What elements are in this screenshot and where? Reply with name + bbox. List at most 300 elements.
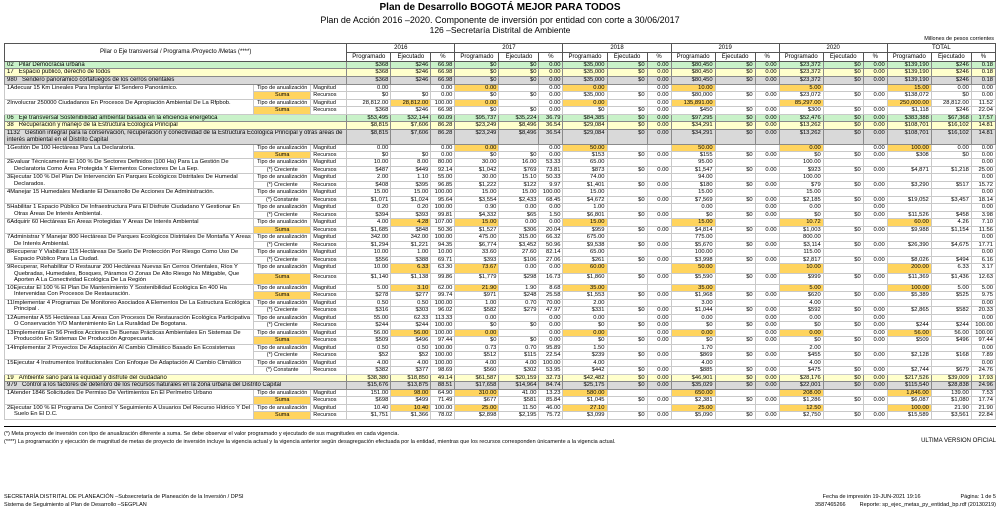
recursos-value-cell: $0	[607, 307, 647, 314]
magnitud-value-cell: 100.00	[779, 174, 823, 181]
proyecto-label	[5, 130, 347, 144]
recursos-value-cell: $2,433	[499, 196, 539, 203]
magnitud-label: Magnitud	[311, 234, 347, 241]
recursos-value-cell: 0.00	[755, 107, 779, 114]
magnitud-value-cell: 100.00	[431, 344, 455, 351]
magnitud-value-cell: 65.00	[563, 249, 607, 256]
recursos-value-cell: $115	[499, 352, 539, 359]
recursos-value-cell: $0	[715, 241, 755, 248]
recursos-value-cell: 0.00	[755, 292, 779, 299]
magnitud-label: Magnitud	[311, 159, 347, 166]
magnitud-value-cell: 100.00	[671, 249, 715, 256]
recursos-value-cell: $368	[347, 107, 391, 114]
recursos-value-cell: $1,221	[391, 241, 431, 248]
value-cell: $32,144	[391, 114, 431, 122]
magnitud-value-cell	[499, 329, 539, 336]
recursos-value-cell: $698	[347, 397, 391, 404]
recursos-value-cell: 0.00	[431, 92, 455, 99]
magnitud-value-cell	[607, 204, 647, 211]
magnitud-label: Magnitud	[311, 299, 347, 306]
proyecto-label	[5, 76, 347, 84]
magnitud-label: Magnitud	[311, 84, 347, 91]
recursos-value-cell: 16.73	[539, 274, 563, 284]
recursos-value-cell: $0	[931, 151, 971, 158]
magnitud-value-cell: 10.00	[347, 159, 391, 166]
recursos-value-cell: $0	[607, 337, 647, 344]
magnitud-value-cell: 4.00	[563, 359, 607, 366]
column-subheader: %	[863, 52, 887, 61]
magnitud-value-cell: 95.89	[539, 344, 563, 351]
magnitud-value-cell: 3.00	[671, 299, 715, 306]
recursos-value-cell: 17.71	[971, 241, 995, 248]
recursos-value-cell: $3,998	[671, 256, 715, 263]
value-cell: $34,291	[671, 130, 715, 144]
magnitud-value-cell: 5.00	[779, 284, 823, 291]
magnitud-value-cell	[499, 314, 539, 321]
value-cell: 14.81	[971, 122, 995, 130]
magnitud-value-cell: 5.00	[931, 284, 971, 291]
recursos-value-cell: 66.98	[431, 107, 455, 114]
recursos-value-cell: $388	[391, 256, 431, 263]
recursos-value-cell: $0	[715, 412, 755, 419]
recursos-value-cell: $999	[779, 274, 823, 284]
recursos-value-cell: $0	[715, 292, 755, 299]
recursos-value-cell: $11,369	[887, 274, 931, 284]
recursos-value-cell: $0	[823, 256, 863, 263]
magnitud-value-cell	[755, 189, 779, 196]
recursos-value-cell: 0.00	[755, 322, 779, 329]
value-cell: $139,190	[887, 69, 931, 77]
recursos-value-cell: $3,114	[779, 241, 823, 248]
magnitud-value-cell: 0.00	[671, 314, 715, 321]
magnitud-value-cell: 100.00	[431, 359, 455, 366]
magnitud-value-cell: 100.00	[431, 329, 455, 336]
magnitud-value-cell: 0.00	[563, 99, 607, 106]
recursos-value-cell: 96.85	[431, 181, 455, 188]
meta-label	[5, 84, 254, 99]
magnitud-value-cell: 0.00	[779, 144, 823, 151]
recursos-value-cell: $394	[347, 211, 391, 218]
value-cell: 86.28	[431, 130, 455, 144]
value-cell: $0	[607, 130, 647, 144]
magnitud-value-cell: 21.90	[455, 284, 499, 291]
recursos-label: Recursos	[311, 181, 347, 188]
magnitud-value-cell: 0.00	[431, 84, 455, 91]
table-row	[5, 144, 996, 151]
recursos-value-cell: $0	[671, 211, 715, 218]
magnitud-value-cell: 100.00	[971, 329, 995, 336]
value-cell: $0	[715, 69, 755, 77]
magnitud-value-cell	[823, 344, 863, 351]
magnitud-value-cell: 15.00	[671, 219, 715, 226]
magnitud-value-cell	[647, 344, 671, 351]
column-subheader: Programado	[779, 52, 823, 61]
magnitud-value-cell	[607, 404, 647, 411]
magnitud-value-cell	[931, 174, 971, 181]
magnitud-value-cell: 80.00	[431, 159, 455, 166]
recursos-value-cell: $52	[391, 352, 431, 359]
recursos-value-cell: $496	[931, 337, 971, 344]
recursos-value-cell: $246	[391, 107, 431, 114]
column-subheader: Ejecutado	[499, 52, 539, 61]
column-subheader: %	[971, 52, 995, 61]
recursos-value-cell: $0	[391, 92, 431, 99]
magnitud-value-cell: 6.33	[931, 264, 971, 274]
magnitud-value-cell: 0.90	[455, 204, 499, 211]
org-block	[4, 493, 244, 510]
recursos-value-cell: $1,138	[391, 274, 431, 284]
magnitud-value-cell: 0.00	[671, 329, 715, 336]
magnitud-value-cell	[647, 234, 671, 241]
recursos-value-cell: 0.00	[647, 352, 671, 359]
recursos-value-cell: $4,675	[931, 241, 971, 248]
meta-label	[5, 264, 254, 284]
magnitud-value-cell	[931, 234, 971, 241]
value-cell: $0	[499, 61, 539, 69]
magnitud-value-cell	[715, 234, 755, 241]
recursos-value-cell: $1,547	[671, 166, 715, 173]
magnitud-value-cell: 800.00	[779, 234, 823, 241]
magnitud-value-cell: 0.73	[455, 344, 499, 351]
recursos-value-cell: $923	[779, 166, 823, 173]
magnitud-label: Magnitud	[311, 404, 347, 411]
recursos-value-cell: $449	[391, 166, 431, 173]
recursos-value-cell: $0	[607, 166, 647, 173]
magnitud-value-cell: 13.23	[539, 389, 563, 396]
recursos-value-cell: $560	[455, 367, 499, 374]
tipo-anualizacion-value: (*) Constante	[254, 196, 311, 203]
recursos-value-cell: $239	[563, 352, 607, 359]
magnitud-value-cell: 0.00	[971, 249, 995, 256]
magnitud-value-cell: 100.00	[887, 144, 931, 151]
recursos-label: Recursos	[311, 256, 347, 263]
recursos-value-cell: $6,801	[563, 211, 607, 218]
value-cell: $29,084	[563, 130, 607, 144]
recursos-value-cell: $581	[499, 397, 539, 404]
value-cell: 0.00	[539, 76, 563, 84]
recursos-value-cell: $0	[715, 226, 755, 233]
recursos-value-cell: $3,561	[931, 412, 971, 419]
value-cell: $0	[823, 130, 863, 144]
meta-text: 2Involucrar 250000 Ciudadanos En Procesos De Apropiación Ambiental De La Rfpbob.	[7, 99, 231, 106]
recursos-value-cell: 92.14	[431, 166, 455, 173]
magnitud-value-cell	[715, 219, 755, 226]
magnitud-value-cell: 11.50	[499, 404, 539, 411]
recursos-value-cell: 0.00	[755, 166, 779, 173]
value-cell: 84.74	[539, 382, 563, 390]
value-cell: 36.79	[539, 114, 563, 122]
note-four-asterisk: (****) La programación y ejecución de magnitud de metas de proyecto de inversión incluye la vigencia actual y la vigencia anterior según desagregación efectuada por la entidad, mientras que los recursos corresponden únicamente a la vigencia actual.	[4, 439, 616, 446]
print-block	[815, 493, 996, 510]
magnitud-value-cell	[887, 249, 931, 256]
recursos-value-cell: $0	[715, 322, 755, 329]
row-label: Sendero panorámico cortafuegos de los cerros orientales	[22, 76, 175, 83]
magnitud-value-cell: 115.00	[779, 249, 823, 256]
magnitud-value-cell: 0.00	[779, 329, 823, 336]
magnitud-value-cell: 1.50	[563, 344, 607, 351]
recursos-value-cell: $0	[779, 151, 823, 158]
column-subheader: Ejecutado	[391, 52, 431, 61]
recursos-value-cell: 0.00	[755, 211, 779, 218]
value-cell: $8,496	[499, 122, 539, 130]
recursos-value-cell: $0	[607, 352, 647, 359]
value-cell: $0	[823, 122, 863, 130]
recursos-value-cell: 0.00	[863, 92, 887, 99]
magnitud-value-cell	[823, 219, 863, 226]
magnitud-value-cell: 4.00	[347, 359, 391, 366]
value-cell: 0.00	[755, 374, 779, 382]
magnitud-value-cell: 0.00	[971, 299, 995, 306]
value-cell: $217,526	[887, 374, 931, 382]
recursos-value-cell: $1,401	[563, 181, 607, 188]
magnitud-value-cell	[887, 234, 931, 241]
recursos-value-cell: $244	[347, 322, 391, 329]
tipo-anualizacion-label: Tipo de anualización	[254, 314, 311, 321]
recursos-value-cell: $168	[931, 352, 971, 359]
row-label: Control a los factores de deterioro de los recursos naturales en la zona urbana del Distrito Capital	[22, 382, 282, 389]
recursos-value-cell: $0	[607, 181, 647, 188]
recursos-value-cell: $4,871	[887, 166, 931, 173]
magnitud-value-cell: 0.00	[539, 329, 563, 336]
recursos-value-cell: $455	[779, 352, 823, 359]
magnitud-value-cell: 74.00	[563, 174, 607, 181]
recursos-value-cell: 11.56	[971, 226, 995, 233]
magnitud-value-cell: 82.14	[539, 249, 563, 256]
tipo-anualizacion-label: Tipo de anualización	[254, 99, 311, 106]
recursos-value-cell: 100.00	[431, 322, 455, 329]
magnitud-value-cell: 0.00	[971, 84, 995, 91]
recursos-value-cell: $0	[823, 241, 863, 248]
recursos-value-cell: 68.45	[539, 196, 563, 203]
meta-text: 12Aumentar A 55 Hectáreas Las Áreas Con Procesos De Restauración Ecológica Participativa O Conservación Y/O Mantenimiento En La Ruralidad De Bogotana.	[7, 314, 250, 328]
value-cell: $80,450	[671, 76, 715, 84]
magnitud-value-cell: 15.00	[563, 219, 607, 226]
magnitud-value-cell: 1.70	[671, 344, 715, 351]
magnitud-value-cell: 0.00	[455, 144, 499, 151]
magnitud-value-cell	[607, 389, 647, 396]
recursos-value-cell: $3,554	[455, 196, 499, 203]
value-cell: $0	[499, 69, 539, 77]
recursos-value-cell: $0	[823, 181, 863, 188]
value-cell: 0.00	[647, 61, 671, 69]
value-cell: 0.00	[755, 122, 779, 130]
recursos-value-cell: 0.00	[539, 107, 563, 114]
magnitud-value-cell	[607, 99, 647, 106]
magnitud-value-cell: 1.00	[563, 204, 607, 211]
value-cell: 0.00	[755, 382, 779, 390]
magnitud-value-cell: 100.00	[539, 359, 563, 366]
magnitud-value-cell: 98.00	[391, 389, 431, 396]
magnitud-value-cell: 30.00	[455, 174, 499, 181]
magnitud-value-cell	[823, 249, 863, 256]
notes	[4, 427, 996, 447]
recursos-value-cell: $303	[391, 307, 431, 314]
magnitud-value-cell: 0.00	[863, 329, 887, 336]
recursos-value-cell: $0	[499, 337, 539, 344]
recursos-value-cell: 50.96	[539, 241, 563, 248]
value-cell: $246	[391, 61, 431, 69]
magnitud-value-cell: 56.00	[391, 329, 431, 336]
recursos-value-cell: $106	[499, 256, 539, 263]
recursos-value-cell: $4,814	[671, 226, 715, 233]
row-code: 06	[7, 114, 14, 121]
recursos-value-cell: $848	[391, 226, 431, 233]
value-cell: $108,701	[887, 122, 931, 130]
recursos-value-cell: 0.00	[863, 367, 887, 374]
value-cell: $0	[607, 114, 647, 122]
magnitud-value-cell: 4.26	[931, 219, 971, 226]
tipo-anualizacion-label: Tipo de anualización	[254, 389, 311, 396]
recursos-value-cell: $306	[499, 226, 539, 233]
recursos-value-cell: $244	[391, 322, 431, 329]
table-row	[5, 76, 996, 84]
recursos-value-cell: $4,332	[455, 211, 499, 218]
recursos-label: Recursos	[311, 107, 347, 114]
magnitud-label: Magnitud	[311, 344, 347, 351]
magnitud-value-cell: 0.00	[499, 264, 539, 274]
tipo-anualizacion-value: (*) Creciente	[254, 352, 311, 359]
recursos-value-cell: $0	[607, 151, 647, 158]
value-cell: $17,658	[455, 382, 499, 390]
recursos-value-cell: $1,968	[671, 292, 715, 299]
table-row	[5, 344, 996, 351]
value-cell: $0	[715, 76, 755, 84]
recursos-value-cell: 0.00	[863, 307, 887, 314]
magnitud-value-cell: 0.00	[647, 99, 671, 106]
magnitud-value-cell	[715, 84, 755, 91]
recursos-value-cell: $2,744	[887, 367, 931, 374]
magnitud-value-cell: 15.00	[347, 189, 391, 196]
magnitud-value-cell: 25.00	[671, 404, 715, 411]
magnitud-value-cell: 2.00	[779, 344, 823, 351]
magnitud-value-cell: 310.00	[455, 389, 499, 396]
recursos-value-cell: $1,527	[455, 226, 499, 233]
magnitud-value-cell	[755, 264, 779, 274]
value-cell: $246	[931, 69, 971, 77]
recursos-value-cell: 0.00	[863, 181, 887, 188]
recursos-value-cell: $9,988	[887, 226, 931, 233]
value-cell: $0	[499, 76, 539, 84]
value-cell: $368	[347, 61, 391, 69]
magnitud-value-cell	[647, 249, 671, 256]
meta-label	[5, 249, 254, 264]
meta-label	[5, 204, 254, 219]
magnitud-value-cell	[863, 264, 887, 274]
recursos-value-cell: $0	[671, 322, 715, 329]
table-body	[5, 61, 996, 419]
value-cell: 0.00	[863, 122, 887, 130]
magnitud-label: Magnitud	[311, 189, 347, 196]
recursos-value-cell: $0	[779, 337, 823, 344]
table-head	[5, 43, 996, 61]
magnitud-value-cell	[823, 264, 863, 274]
meta-label	[5, 189, 254, 204]
recursos-label: Recursos	[311, 337, 347, 344]
value-cell: $22,001	[779, 382, 823, 390]
tipo-anualizacion-label: Tipo de anualización	[254, 264, 311, 274]
recursos-value-cell: 0.00	[755, 337, 779, 344]
recursos-label: Recursos	[311, 226, 347, 233]
row-code: 979	[7, 382, 18, 389]
recursos-value-cell: $277	[391, 292, 431, 299]
magnitud-value-cell: 0.00	[779, 314, 823, 321]
recursos-value-cell: 0.00	[971, 92, 995, 99]
recursos-value-cell: 22.84	[971, 412, 995, 419]
magnitud-value-cell: 0.00	[971, 314, 995, 321]
value-cell: $61,587	[455, 374, 499, 382]
recursos-value-cell: 0.00	[863, 412, 887, 419]
value-cell: $35,000	[563, 69, 607, 77]
recursos-value-cell: 0.00	[647, 211, 671, 218]
value-cell: $80,450	[671, 69, 715, 77]
recursos-value-cell: $2,865	[887, 307, 931, 314]
recursos-value-cell: $246	[931, 107, 971, 114]
magnitud-value-cell	[607, 344, 647, 351]
column-subheader: %	[431, 52, 455, 61]
recursos-value-cell: $0	[715, 196, 755, 203]
recursos-value-cell: 24.76	[971, 367, 995, 374]
meta-text: 7Administrar Y Manejar 800 Hectáreas De Parques Ecológicos Distritales De Montaña Y Áreas De Interés Ambiental.	[7, 234, 251, 247]
recursos-value-cell: $65	[499, 211, 539, 218]
magnitud-value-cell	[863, 359, 887, 366]
magnitud-label: Magnitud	[311, 284, 347, 291]
value-cell: $0	[823, 76, 863, 84]
recursos-value-cell: $302	[499, 367, 539, 374]
meta-text: 1Gestión De 100 Hectáreas Para La Declaratoria.	[7, 144, 135, 151]
value-cell: $25,175	[563, 382, 607, 390]
magnitud-value-cell: 1.00	[391, 249, 431, 256]
recursos-value-cell: 0.00	[539, 151, 563, 158]
magnitud-value-cell: 15.00	[779, 189, 823, 196]
magnitud-value-cell	[715, 314, 755, 321]
magnitud-value-cell	[715, 329, 755, 336]
note-asterisk: (*) Meta proyecto de inversión con tipo de anualización diferente a suma. Se debe observar el valor programado y ejecutado de sus magnitudes en cada vigencia.	[4, 430, 400, 437]
recursos-value-cell: $0	[715, 274, 755, 284]
column-subheader: Programado	[563, 52, 607, 61]
magnitud-value-cell: 5.00	[779, 84, 823, 91]
magnitud-value-cell: 46.00	[539, 404, 563, 411]
magnitud-value-cell	[647, 204, 671, 211]
magnitud-value-cell	[755, 144, 779, 151]
recursos-value-cell: $0	[823, 196, 863, 203]
magnitud-value-cell: 7.53	[971, 389, 995, 396]
value-cell: 36.54	[539, 130, 563, 144]
recursos-value-cell: 27.06	[539, 256, 563, 263]
magnitud-value-cell	[931, 249, 971, 256]
magnitud-value-cell: 15.10	[499, 174, 539, 181]
recursos-value-cell: $393	[455, 256, 499, 263]
value-cell: 0.00	[647, 69, 671, 77]
magnitud-value-cell: 0.00	[499, 219, 539, 226]
table-row	[5, 234, 996, 241]
recursos-value-cell: $0	[823, 107, 863, 114]
magnitud-value-cell: 0.00	[431, 144, 455, 151]
recursos-value-cell: 94.35	[431, 241, 455, 248]
recursos-value-cell: $0	[779, 211, 823, 218]
magnitud-value-cell	[715, 264, 755, 274]
tipo-anualizacion-label: Tipo de anualización	[254, 299, 311, 306]
magnitud-value-cell: 580.00	[563, 389, 607, 396]
value-cell: $0	[715, 61, 755, 69]
value-cell: $0	[823, 382, 863, 390]
table-row	[5, 130, 996, 144]
magnitud-value-cell	[607, 234, 647, 241]
magnitud-value-cell	[931, 344, 971, 351]
magnitud-value-cell	[647, 189, 671, 196]
recursos-value-cell: $0	[715, 397, 755, 404]
recursos-value-cell: $620	[779, 292, 823, 299]
magnitud-value-cell: 2.00	[563, 299, 607, 306]
